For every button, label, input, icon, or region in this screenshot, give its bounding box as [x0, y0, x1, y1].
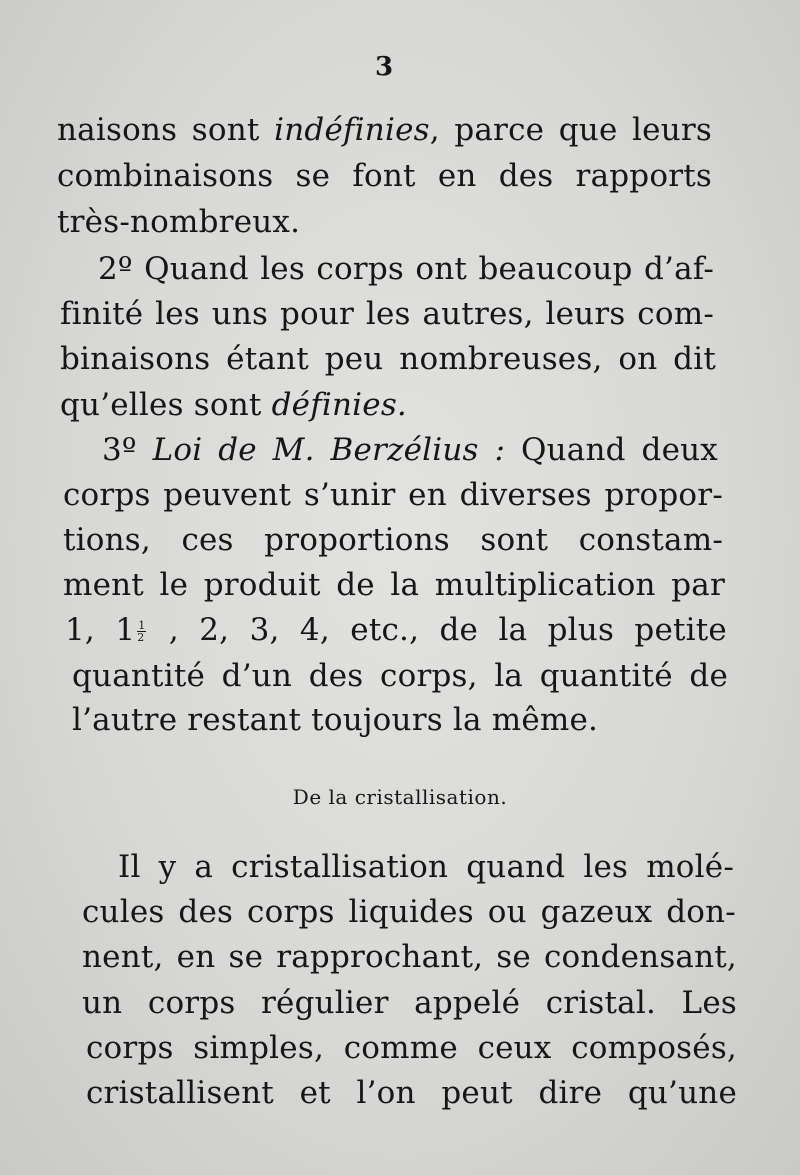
text-line: Il y a cristallisation quand les molé-: [118, 849, 734, 885]
text-line: 1, 1 $\frac{1}{2}$ , 2, 3, 4, etc., de la plus petite: [65, 612, 727, 648]
text-line: tions, ces proportions sont constam-: [63, 522, 723, 558]
text-line: nent, en se rapprochant, se condensant,: [82, 939, 737, 975]
text-line: l’autre restant toujours la même.: [72, 702, 599, 738]
section-heading: De la cristallisation.: [292, 785, 508, 809]
text-line: 2º Quand les corps ont beaucoup d’af-: [98, 251, 714, 287]
text-line: cules des corps liquides ou gazeux don-: [82, 894, 736, 930]
text-line: ment le produit de la multiplication par: [63, 567, 725, 603]
text-line: quantité d’un des corps, la quantité de: [72, 658, 728, 694]
page-number: 3: [374, 52, 394, 82]
text-line: naisons sont indéfinies, parce que leurs: [57, 112, 712, 148]
text-line: 3º Loi de M. Berzélius : Quand deux: [102, 432, 718, 468]
text-line: binaisons étant peu nombreuses, on dit: [60, 341, 716, 377]
text-line: très-nombreux.: [57, 204, 301, 240]
text-line: un corps régulier appelé cristal. Les: [82, 985, 737, 1021]
text-line: qu’elles sont définies.: [60, 387, 407, 423]
text-line: cristallisent et l’on peut dire qu’une: [86, 1075, 737, 1111]
text-line: finité les uns pour les autres, leurs com-: [60, 296, 714, 332]
text-line: corps peuvent s’unir en diverses propor-: [63, 477, 723, 513]
fraction-one-half: $\frac{1}{2}$: [137, 619, 146, 644]
text-line: corps simples, comme ceux composés,: [86, 1030, 737, 1066]
text-line: combinaisons se font en des rapports: [57, 158, 712, 194]
